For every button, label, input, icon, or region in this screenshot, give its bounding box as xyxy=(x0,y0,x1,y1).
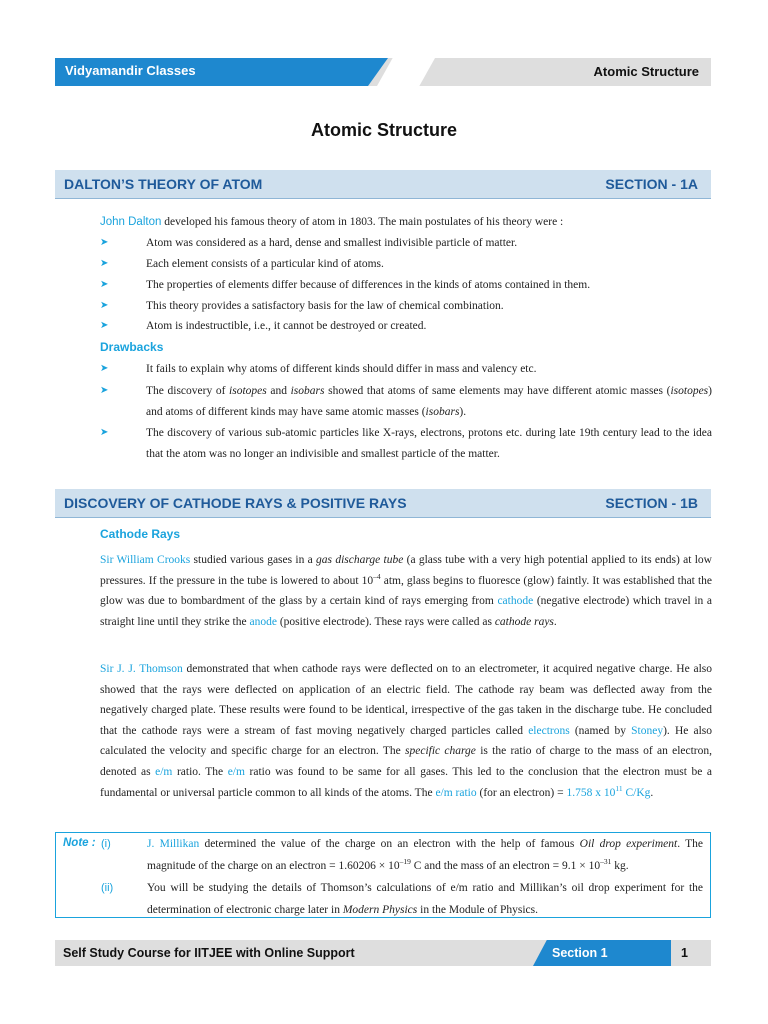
postulate-item xyxy=(100,316,712,337)
postulate-text: Each element consists of a particular kind of atoms. xyxy=(146,258,384,270)
note-label: Note : xyxy=(63,837,96,849)
dalton-intro-text: developed his famous theory of atom in 1803. The main postulates of his theory were : xyxy=(161,216,564,228)
postulate-text: The properties of elements differ because of differences in the kinds of atoms contained in them. xyxy=(146,279,591,291)
drawback-item xyxy=(100,381,712,422)
page-number: 1 xyxy=(681,946,688,960)
postulate-text: Atom is indestructible, i.e., it cannot be destroyed or created. xyxy=(146,320,427,332)
section-1a-label: SECTION - 1A xyxy=(605,176,698,192)
section-1b-heading: DISCOVERY OF CATHODE RAYS & POSITIVE RAYS xyxy=(64,495,407,511)
thomson-name: Sir J. J. Thomson xyxy=(100,663,183,675)
page-header xyxy=(55,58,711,86)
section-1b-label: SECTION - 1B xyxy=(605,495,698,511)
arrow-bullet-icon: ➤ xyxy=(100,385,109,396)
footer-course: Self Study Course for IITJEE with Online Support xyxy=(63,946,355,960)
drawback-text: It fails to explain why atoms of different kinds should differ in mass and valency etc. xyxy=(146,363,537,375)
drawback-text: The discovery of various sub-atomic particles like X-rays, electrons, protons etc. during late 19th century lead to the idea that the atom was no longer an indivisible and smallest particle of the matter. xyxy=(146,427,712,460)
arrow-bullet-icon: ➤ xyxy=(100,363,109,374)
arrow-bullet-icon: ➤ xyxy=(100,279,109,290)
postulate-text: This theory provides a satisfactory basis for the law of chemical combination. xyxy=(146,300,504,312)
postulate-item xyxy=(100,233,712,254)
page-title: Atomic Structure xyxy=(310,120,458,140)
footer-section: Section 1 xyxy=(552,946,608,960)
note-number: (i) xyxy=(101,838,111,850)
dalton-intro xyxy=(100,212,712,233)
postulate-text: Atom was considered as a hard, dense and smallest indivisible particle of matter. xyxy=(146,237,518,249)
header-institute: Vidyamandir Classes xyxy=(65,63,196,78)
page-footer xyxy=(55,940,711,966)
arrow-bullet-icon: ➤ xyxy=(100,237,109,248)
postulate-item xyxy=(100,275,712,296)
drawbacks-heading: Drawbacks xyxy=(100,340,164,354)
arrow-bullet-icon: ➤ xyxy=(100,258,109,269)
arrow-bullet-icon: ➤ xyxy=(100,300,109,311)
crooks-paragraph: Sir William Crooks studied various gases in a gas discharge tube (a glass tube with a very high potential applied to its ends) at low pressures. If the pressure in the tube is lowered to about $10^{-4}$ atm, glass begins to fluoresce (glow) faintly. It was established that the glow was due to bombardment of the glass by a certain kind of rays emerging from cathode (negative electrode) which travel in a straight line until they strike the anode (positive electrode). These rays were called as cathode rays. xyxy=(100,554,712,628)
section-1a-heading: DALTON’S THEORY OF ATOM xyxy=(64,176,263,192)
arrow-bullet-icon: ➤ xyxy=(100,427,109,438)
drawback-item xyxy=(100,359,712,380)
cathode-rays-heading: Cathode Rays xyxy=(100,527,181,541)
thomson-paragraph: Sir J. J. Thomson demonstrated that when cathode rays were deflected on to an electrometer, it acquired negative charge. He also showed that the rays were deflected on application of an electric field. The cathode ray beam was deflected away from the negatively charged plate. These results were found to be identical, irrespective of the gas taken in the discharge tube. He concluded that the cathode rays were a stream of fast moving negatively charged particles called electrons (named by Stoney). He also calculated the velocity and specific charge for an electron. The specific charge is the ratio of charge to the mass of an electron, denoted as e/m ratio. The e/m ratio was found to be same for all gases. This led to the conclusion that the electron must be a fundamental or universal particle common to all kinds of the atoms. The e/m ratio (for an electron) = 1.758 x $10^{11}$ C/Kg. xyxy=(100,663,713,799)
header-chapter: Atomic Structure xyxy=(593,64,699,79)
drawback-item xyxy=(100,423,712,464)
arrow-bullet-icon: ➤ xyxy=(100,320,109,331)
note-item: You will be studying the details of Thomson’s calculations of e/m ratio and Millikan’s oil drop experiment for the determination of electronic charge later in Modern Physics in the Module of Physics. xyxy=(147,882,703,916)
section-1b-header xyxy=(55,489,711,518)
drawback-text: The discovery of isotopes and isobars showed that atoms of same elements may have different atomic masses (isotopes) and atoms of different kinds may have same atomic masses (isobars). xyxy=(146,385,712,418)
postulate-item xyxy=(100,296,712,317)
note-number: (ii) xyxy=(101,882,114,894)
postulate-item xyxy=(100,254,712,275)
crooks-name: Sir William Crooks xyxy=(100,554,191,566)
section-1a-header xyxy=(55,170,711,199)
dalton-name: John Dalton xyxy=(100,216,162,228)
note-box xyxy=(55,832,711,918)
note-item: J. Millikan determined the value of the charge on an electron with the help of famous Oil drop experiment. The magnitude of the charge on an electron = $1.60206 \times 10^{-19}$ C and the mass of an electron = $9.1 \times 10^{-31}$ kg. xyxy=(147,838,703,872)
